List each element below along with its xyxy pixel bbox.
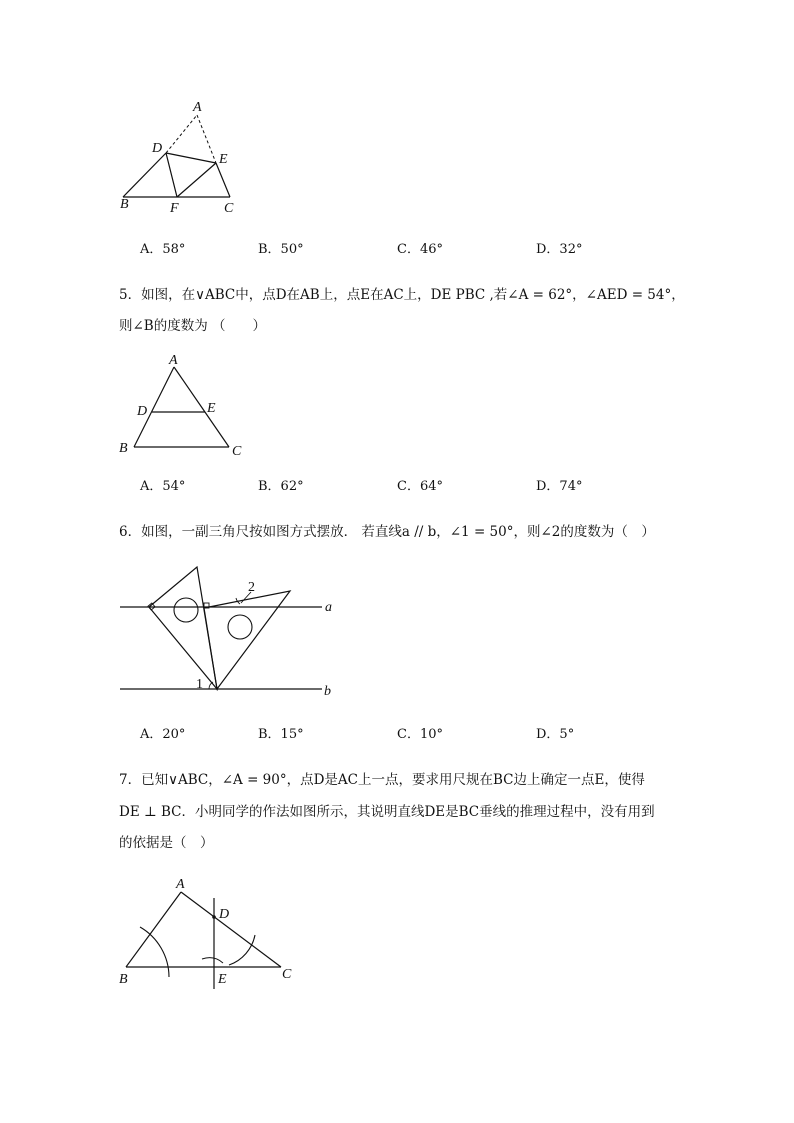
- q7-label-a: A: [176, 877, 185, 892]
- q5-option-a[interactable]: A．54°: [140, 479, 186, 494]
- q4-figure: [110, 95, 260, 220]
- q6-option-b[interactable]: B．15°: [258, 727, 304, 742]
- q6-label-b: b: [324, 684, 331, 699]
- q7-label-c: C: [282, 967, 292, 982]
- q4-label-d: D: [152, 141, 163, 156]
- q7-stem-line1: 7．已知∨ABC，∠A = 90°，点D是AC上一点，要求用尺规在BC边上确定一点E，使得: [119, 772, 645, 788]
- q6-option-a[interactable]: A．20°: [140, 727, 186, 742]
- q4-label-b: B: [120, 197, 129, 212]
- q5-label-c: C: [232, 444, 242, 459]
- q5-label-e: E: [207, 401, 216, 416]
- q4-option-d[interactable]: D．32°: [536, 242, 583, 257]
- q5-stem-line1: 5．如图，在∨ABC中，点D在AB上，点E在AC上，DE PBC ,若∠A = 62°，∠AED = 54°，: [119, 287, 685, 303]
- q4-label-c: C: [224, 201, 234, 216]
- q5-option-c[interactable]: C．64°: [397, 479, 443, 494]
- q6-label-1: 1: [196, 677, 203, 692]
- q4-label-a: A: [193, 100, 202, 115]
- q6-label-2: 2: [248, 580, 255, 595]
- q7-label-d: D: [219, 907, 230, 922]
- q4-label-e: E: [219, 152, 228, 167]
- q4-option-b[interactable]: B．50°: [258, 242, 304, 257]
- q6-figure: [110, 560, 350, 705]
- q6-option-c[interactable]: C．10°: [397, 727, 443, 742]
- q6-option-d[interactable]: D．5°: [536, 727, 575, 742]
- q4-label-f: F: [170, 201, 179, 216]
- q4-option-a[interactable]: A．58°: [140, 242, 186, 257]
- q4-option-c[interactable]: C．46°: [397, 242, 443, 257]
- q7-figure: [115, 873, 315, 998]
- q5-option-d[interactable]: D．74°: [536, 479, 583, 494]
- q5-stem-line2: 则∠B的度数为 （ ）: [119, 318, 267, 334]
- q5-figure: [115, 352, 255, 462]
- q5-option-b[interactable]: B．62°: [258, 479, 304, 494]
- q5-label-d: D: [137, 404, 148, 419]
- q5-label-a: A: [169, 353, 178, 368]
- q7-stem-line2: DE ⊥ BC．小明同学的作法如图所示，其说明直线DE是BC垂线的推理过程中，没有用到: [119, 804, 655, 820]
- q6-stem-line1: 6．如图，一副三角尺按如图方式摆放． 若直线a // b，∠1 = 50°，则∠2的度数为（ ）: [119, 524, 655, 540]
- q7-label-b: B: [119, 972, 128, 987]
- q6-label-a: a: [325, 600, 332, 615]
- q7-stem-line3: 的依据是（ ）: [119, 835, 214, 851]
- q5-label-b: B: [119, 441, 128, 456]
- q7-label-e: E: [218, 972, 227, 987]
